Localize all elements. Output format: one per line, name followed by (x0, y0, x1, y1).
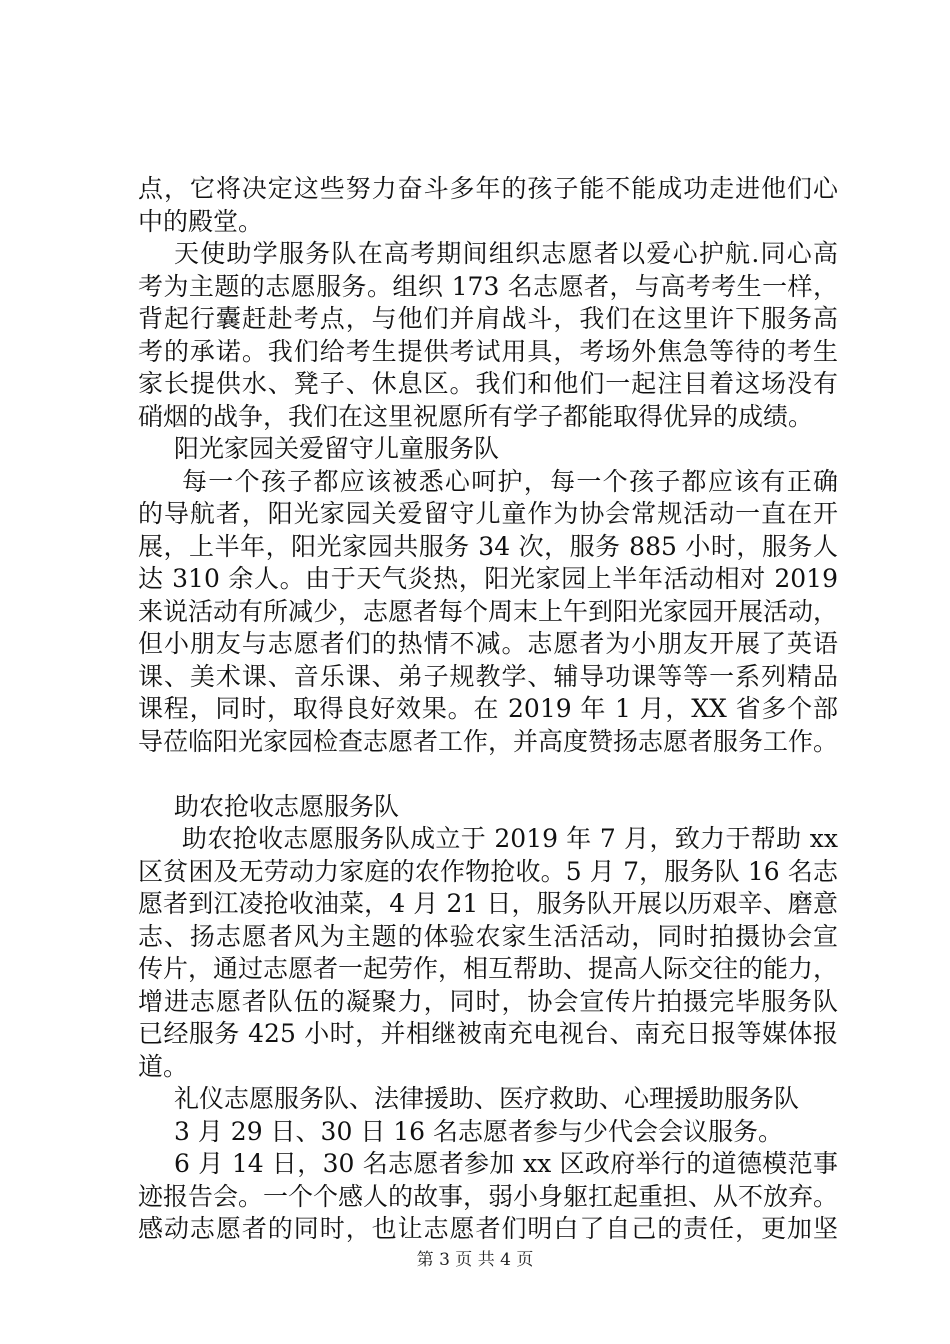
text-line: 背起行囊赶赴考点，与他们并肩战斗，我们在这里许下服务高 (138, 304, 838, 333)
paragraph-start-line: 助农抢收志愿服务队成立于 2019 年 7 月，致力于帮助 xx (182, 824, 838, 853)
text-line: 中的殿堂。 (138, 206, 264, 236)
text-line: 考为主题的志愿服务。组织 173 名志愿者，与高考考生一样， (138, 271, 838, 301)
text-line: 愿者到江凌抢收油菜，4 月 21 日，服务队开展以历艰辛、磨意 (138, 889, 838, 918)
text-line: 考的承诺。我们给考生提供考试用具，考场外焦急等待的考生 (138, 336, 838, 366)
text-line: 来说活动有所减少，志愿者每个周末上午到阳光家园开展活动， (138, 596, 838, 626)
document-body (138, 173, 838, 1246)
text-line: 的导航者，阳光家园关爱留守儿童作为协会常规活动一直在开 (138, 499, 838, 528)
page-footer: 第 3 页 共 4 页 (416, 1250, 534, 1270)
paragraph-start-line: 每一个孩子都应该被悉心呵护，每一个孩子都应该有正确 (182, 466, 838, 496)
text-line: 硝烟的战争，我们在这里祝愿所有学子都能取得优异的成绩。 (138, 401, 814, 431)
text-line: 迹报告会。一个个感人的故事，弱小身躯扛起重担、从不放弃。 (138, 1181, 839, 1211)
text-line: 已经服务 425 小时，并相继被南充电视台、南充日报等媒体报 (138, 1019, 838, 1048)
text-line: 志、扬志愿者风为主题的体验农家生活活动，同时拍摄协会宣 (138, 921, 838, 951)
blank-line (138, 758, 838, 791)
text-line: 但小朋友与志愿者们的热情不减。志愿者为小朋友开展了英语 (138, 629, 838, 658)
paragraph-start-line: 天使助学服务队在高考期间组织志愿者以爱心护航.同心高 (174, 239, 838, 268)
section-heading-farm-harvest: 助农抢收志愿服务队 (174, 791, 400, 821)
text-line: 导莅临阳光家园检查志愿者工作，并高度赞扬志愿者服务工作。 (138, 726, 839, 756)
text-line: 达 310 余人。由于天气炎热，阳光家园上半年活动相对 2019 (138, 564, 838, 593)
text-line: 3 月 29 日、30 日 16 名志愿者参与少代会会议服务。 (174, 1116, 784, 1146)
text-line: 课程，同时，取得良好效果。在 2019 年 1 月，XX 省多个部 (138, 694, 838, 723)
text-line: 课、美术课、音乐课、弟子规教学、辅导功课等等一系列精品 (138, 661, 838, 691)
text-line: 展，上半年，阳光家园共服务 34 次，服务 885 小时，服务人 (138, 531, 838, 561)
text-line: 区贫困及无劳动力家庭的农作物抢收。5 月 7，服务队 16 名志 (138, 856, 838, 886)
text-line: 传片，通过志愿者一起劳作，相互帮助、提高人际交往的能力， (138, 954, 838, 983)
section-heading-etiquette-legal-medical: 礼仪志愿服务队、法律援助、医疗救助、心理援助服务队 (174, 1084, 800, 1113)
section-heading-sunshine-home: 阳光家园关爱留守儿童服务队 (174, 434, 500, 463)
text-line: 增进志愿者队伍的凝聚力，同时，协会宣传片拍摄完毕服务队 (138, 986, 838, 1016)
text-line: 家长提供水、凳子、休息区。我们和他们一起注目着这场没有 (138, 369, 838, 398)
paragraph-start-line: 6 月 14 日，30 名志愿者参加 xx 区政府举行的道德模范事 (174, 1149, 838, 1178)
text-line: 道。 (138, 1051, 189, 1081)
text-line: 感动志愿者的同时，也让志愿者们明白了自己的责任，更加坚 (138, 1214, 838, 1243)
text-line: 点，它将决定这些努力奋斗多年的孩子能不能成功走进他们心 (138, 174, 838, 203)
